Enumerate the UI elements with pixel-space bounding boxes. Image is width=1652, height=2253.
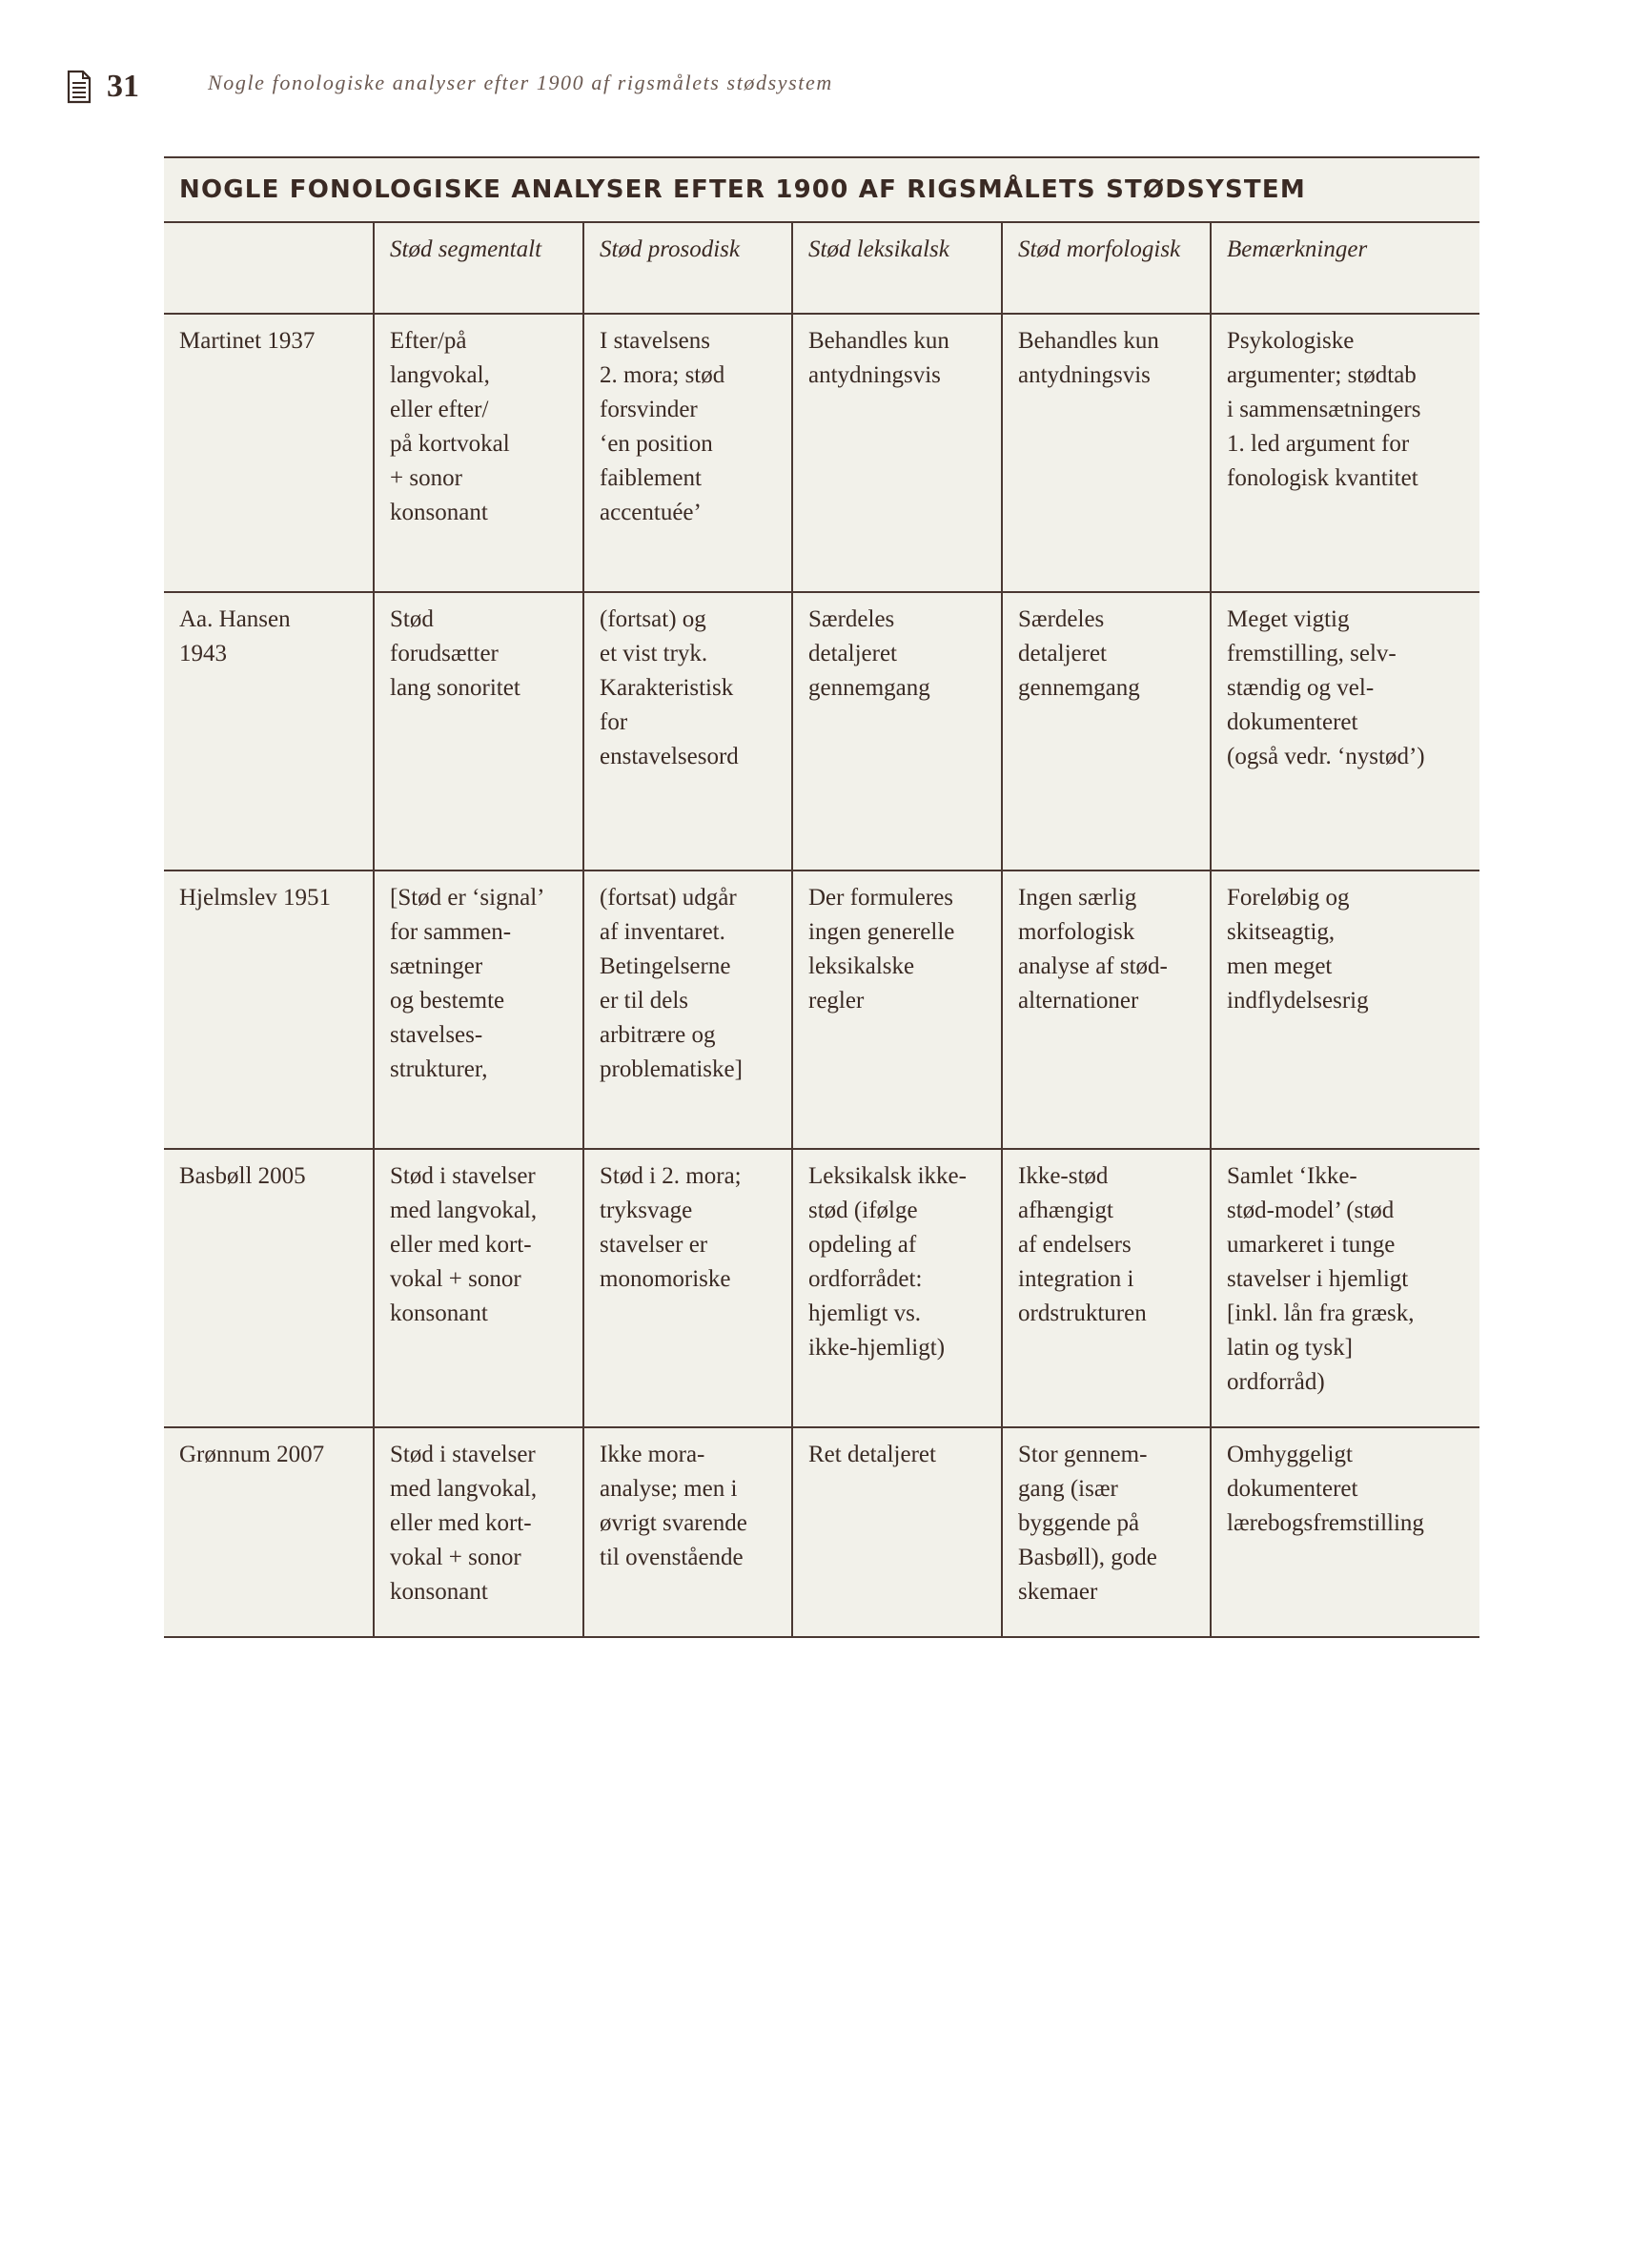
cell-prosodic: (fortsat) og et vist tryk. Karakteristisk for enstavelsesord	[583, 592, 792, 870]
page-header	[67, 65, 139, 109]
cell-remarks: Samlet ‘Ikke- stød-model’ (stød umarkeret i tunge stavelser i hjemligt [inkl. lån fra græsk, latin og tysk] ordforråd)	[1211, 1149, 1479, 1427]
page-number: 31	[107, 69, 139, 104]
cell-prosodic: Stød i 2. mora; tryksvage stavelser er monomoriske	[583, 1149, 792, 1427]
column-header-prosodic: Stød prosodisk	[583, 223, 792, 314]
cell-prosodic: (fortsat) udgår af inventaret. Betingelserne er til dels arbitrære og problematiske]	[583, 870, 792, 1149]
cell-segmental: Stød i stavelser med langvokal, eller med kort- vokal + sonor konsonant	[374, 1427, 583, 1637]
cell-segmental: Stød forudsætter lang sonoritet	[374, 592, 583, 870]
document-icon	[67, 70, 92, 104]
cell-lexical: Særdeles detaljeret gennemgang	[792, 592, 1002, 870]
cell-segmental: Stød i stavelser med langvokal, eller med kort- vokal + sonor konsonant	[374, 1149, 583, 1427]
cell-remarks: Omhyggeligt dokumenteret lærebogsfremstilling	[1211, 1427, 1479, 1637]
cell-remarks: Foreløbig og skitseagtig, men meget indflydelsesrig	[1211, 870, 1479, 1149]
cell-author: Grønnum 2007	[164, 1427, 374, 1637]
column-header-author	[164, 223, 374, 314]
table-row	[164, 592, 1479, 870]
table-title: NOGLE FONOLOGISKE ANALYSER EFTER 1900 AF RIGSMÅLETS STØDSYSTEM	[164, 158, 1479, 223]
cell-author: Hjelmslev 1951	[164, 870, 374, 1149]
cell-prosodic: I stavelsens 2. mora; stød forsvinder ‘en position faiblement accentuée’	[583, 314, 792, 592]
cell-morphological: Særdeles detaljeret gennemgang	[1002, 592, 1211, 870]
cell-remarks: Psykologiske argumenter; stødtab i sammensætningers 1. led argument for fonologisk kvantitet	[1211, 314, 1479, 592]
cell-morphological: Ikke-stød afhængigt af endelsers integration i ordstrukturen	[1002, 1149, 1211, 1427]
column-header-segmental: Stød segmentalt	[374, 223, 583, 314]
cell-author: Aa. Hansen 1943	[164, 592, 374, 870]
cell-author: Basbøll 2005	[164, 1149, 374, 1427]
table-row	[164, 314, 1479, 592]
column-header-lexical: Stød leksikalsk	[792, 223, 1002, 314]
table-row	[164, 870, 1479, 1149]
cell-segmental: [Stød er ‘signal’ for sammen- sætninger og bestemte stavelses- strukturer,	[374, 870, 583, 1149]
analysis-grid	[164, 223, 1479, 1638]
stod-analysis-table	[164, 156, 1479, 1638]
cell-morphological: Ingen særlig morfologisk analyse af stød- alternationer	[1002, 870, 1211, 1149]
cell-prosodic: Ikke mora- analyse; men i øvrigt svarende til ovenstående	[583, 1427, 792, 1637]
cell-morphological: Behandles kun antydningsvis	[1002, 314, 1211, 592]
cell-lexical: Behandles kun antydningsvis	[792, 314, 1002, 592]
header-row	[164, 223, 1479, 314]
cell-segmental: Efter/på langvokal, eller efter/ på kortvokal + sonor konsonant	[374, 314, 583, 592]
table-row	[164, 1149, 1479, 1427]
cell-author: Martinet 1937	[164, 314, 374, 592]
column-header-morphological: Stød morfologisk	[1002, 223, 1211, 314]
table-row	[164, 1427, 1479, 1637]
cell-lexical: Ret detaljeret	[792, 1427, 1002, 1637]
cell-lexical: Leksikalsk ikke- stød (ifølge opdeling af ordforrådet: hjemligt vs. ikke-hjemligt)	[792, 1149, 1002, 1427]
cell-remarks: Meget vigtig fremstilling, selv- stændig og vel- dokumenteret (også vedr. ‘nystød’)	[1211, 592, 1479, 870]
running-title: Nogle fonologiske analyser efter 1900 af rigsmålets stødsystem	[208, 71, 833, 94]
cell-morphological: Stor gennem- gang (især byggende på Basbøll), gode skemaer	[1002, 1427, 1211, 1637]
column-header-remarks: Bemærkninger	[1211, 223, 1479, 314]
cell-lexical: Der formuleres ingen generelle leksikalske regler	[792, 870, 1002, 1149]
